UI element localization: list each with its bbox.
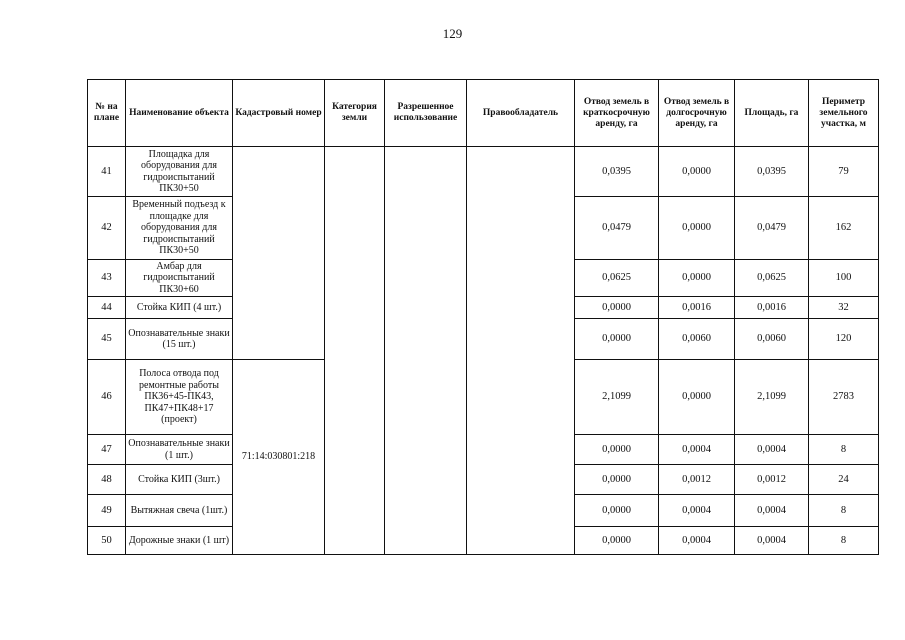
row-area: 0,0004 (735, 527, 809, 555)
row-perimeter: 8 (809, 495, 879, 527)
row-long-term: 0,0000 (659, 260, 735, 297)
row-short-term: 0,0000 (575, 465, 659, 495)
row-name: Полоса отвода под ремонтные работы ПК36+45-ПК43, ПК47+ПК48+17 (проект) (126, 360, 233, 435)
row-short-term: 0,0000 (575, 527, 659, 555)
row-long-term: 0,0004 (659, 435, 735, 465)
row-name: Вытяжная свеча (1шт.) (126, 495, 233, 527)
row-num: 41 (88, 147, 126, 197)
permitted-use-cell (385, 147, 467, 555)
owner-cell (467, 147, 575, 555)
row-num: 50 (88, 527, 126, 555)
row-num: 45 (88, 319, 126, 360)
row-num: 49 (88, 495, 126, 527)
row-num: 42 (88, 197, 126, 260)
table-row (88, 147, 879, 197)
row-long-term: 0,0000 (659, 360, 735, 435)
header-cadastral: Кадастровый номер (233, 80, 325, 147)
row-perimeter: 24 (809, 465, 879, 495)
row-short-term: 0,0000 (575, 495, 659, 527)
row-long-term: 0,0004 (659, 495, 735, 527)
row-name: Площадка для оборудования для гидроиспытаний ПК30+50 (126, 147, 233, 197)
row-long-term: 0,0000 (659, 197, 735, 260)
row-name: Амбар для гидроиспытаний ПК30+60 (126, 260, 233, 297)
header-row (88, 80, 879, 147)
row-perimeter: 100 (809, 260, 879, 297)
header-name: Наименование объекта (126, 80, 233, 147)
category-cell (325, 147, 385, 555)
row-perimeter: 2783 (809, 360, 879, 435)
header-owner: Правообладатель (467, 80, 575, 147)
row-perimeter: 79 (809, 147, 879, 197)
row-perimeter: 8 (809, 435, 879, 465)
cadastral-cell-empty (233, 147, 325, 360)
row-area: 0,0012 (735, 465, 809, 495)
row-num: 47 (88, 435, 126, 465)
row-area: 0,0479 (735, 197, 809, 260)
header-long-term: Отвод земель в долгосрочную аренду, га (659, 80, 735, 147)
row-short-term: 0,0000 (575, 297, 659, 319)
row-short-term: 2,1099 (575, 360, 659, 435)
row-num: 46 (88, 360, 126, 435)
row-long-term: 0,0012 (659, 465, 735, 495)
row-perimeter: 120 (809, 319, 879, 360)
row-area: 0,0016 (735, 297, 809, 319)
header-num: № на плане (88, 80, 126, 147)
row-name: Опознавательные знаки (1 шт.) (126, 435, 233, 465)
row-short-term: 0,0479 (575, 197, 659, 260)
row-perimeter: 162 (809, 197, 879, 260)
header-area: Площадь, га (735, 80, 809, 147)
row-name: Стойка КИП (4 шт.) (126, 297, 233, 319)
row-perimeter: 32 (809, 297, 879, 319)
row-name: Опознавательные знаки (15 шт.) (126, 319, 233, 360)
header-perimeter: Периметр земельного участка, м (809, 80, 879, 147)
land-allocation-table (87, 79, 879, 555)
row-name: Дорожные знаки (1 шт) (126, 527, 233, 555)
page-number: 129 (442, 26, 463, 41)
row-name: Временный подъезд к площадке для оборудования для гидроиспытаний ПК30+50 (126, 197, 233, 260)
row-area: 0,0004 (735, 495, 809, 527)
header-short-term: Отвод земель в краткосрочную аренду, га (575, 80, 659, 147)
row-area: 0,0060 (735, 319, 809, 360)
row-num: 44 (88, 297, 126, 319)
row-long-term: 0,0060 (659, 319, 735, 360)
row-name: Стойка КИП (3шт.) (126, 465, 233, 495)
row-area: 0,0004 (735, 435, 809, 465)
row-num: 43 (88, 260, 126, 297)
row-area: 0,0395 (735, 147, 809, 197)
row-short-term: 0,0625 (575, 260, 659, 297)
row-area: 2,1099 (735, 360, 809, 435)
row-area: 0,0625 (735, 260, 809, 297)
row-long-term: 0,0016 (659, 297, 735, 319)
header-category: Категория земли (325, 80, 385, 147)
cadastral-number: 71:14:030801:218 (233, 360, 325, 555)
row-short-term: 0,0000 (575, 319, 659, 360)
row-short-term: 0,0000 (575, 435, 659, 465)
row-long-term: 0,0000 (659, 147, 735, 197)
header-permitted-use: Разрешенное использование (385, 80, 467, 147)
row-long-term: 0,0004 (659, 527, 735, 555)
row-num: 48 (88, 465, 126, 495)
row-short-term: 0,0395 (575, 147, 659, 197)
row-perimeter: 8 (809, 527, 879, 555)
